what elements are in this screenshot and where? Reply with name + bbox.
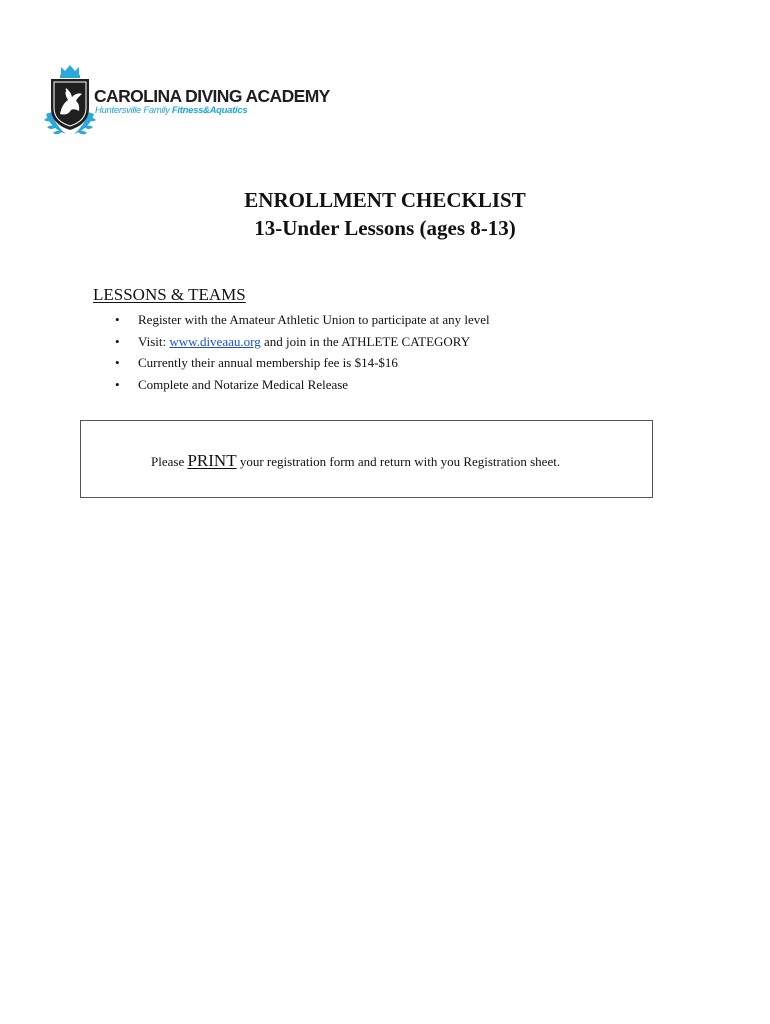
crest-icon bbox=[44, 64, 96, 140]
checklist bbox=[0, 311, 770, 398]
list-item bbox=[0, 354, 770, 376]
notice-emphasis: PRINT bbox=[187, 451, 237, 470]
brand-subtitle-plain: Huntersville Family bbox=[95, 105, 172, 116]
academy-logo bbox=[44, 64, 344, 140]
list-item-text bbox=[138, 333, 470, 351]
page-subtitle: 13-Under Lessons (ages 8-13) bbox=[254, 216, 516, 240]
aau-website-link[interactable]: www.diveaau.org bbox=[169, 333, 261, 349]
notice-before: Please bbox=[151, 454, 188, 469]
print-notice-box bbox=[80, 420, 653, 498]
visit-suffix: and join in the ATHLETE CATEGORY bbox=[260, 333, 471, 349]
section-heading: LESSONS & TEAMS bbox=[93, 285, 246, 304]
list-item bbox=[0, 376, 770, 398]
brand-name: CAROLINA DIVING ACADEMY bbox=[94, 86, 330, 106]
bullet-icon: • bbox=[115, 333, 120, 349]
print-notice-text bbox=[151, 451, 560, 472]
list-item-text: Register with the Amateur Athletic Union to participate at any level bbox=[138, 312, 490, 327]
notice-after: your registration form and return with you Registration sheet. bbox=[236, 454, 561, 469]
visit-prefix: Visit: bbox=[138, 333, 170, 349]
list-item bbox=[0, 311, 770, 333]
list-item-text: Currently their annual membership fee is $14-$16 bbox=[138, 355, 398, 371]
brand-subtitle-bold: Fitness&Aquatics bbox=[171, 105, 248, 116]
list-item-text: Complete and Notarize Medical Release bbox=[138, 377, 349, 393]
list-item bbox=[0, 333, 770, 355]
brand-subtitle bbox=[95, 105, 247, 116]
page-title: ENROLLMENT CHECKLIST bbox=[244, 188, 526, 212]
bullet-icon: • bbox=[115, 377, 120, 393]
bullet-icon: • bbox=[115, 355, 120, 371]
bullet-icon: • bbox=[115, 312, 120, 327]
